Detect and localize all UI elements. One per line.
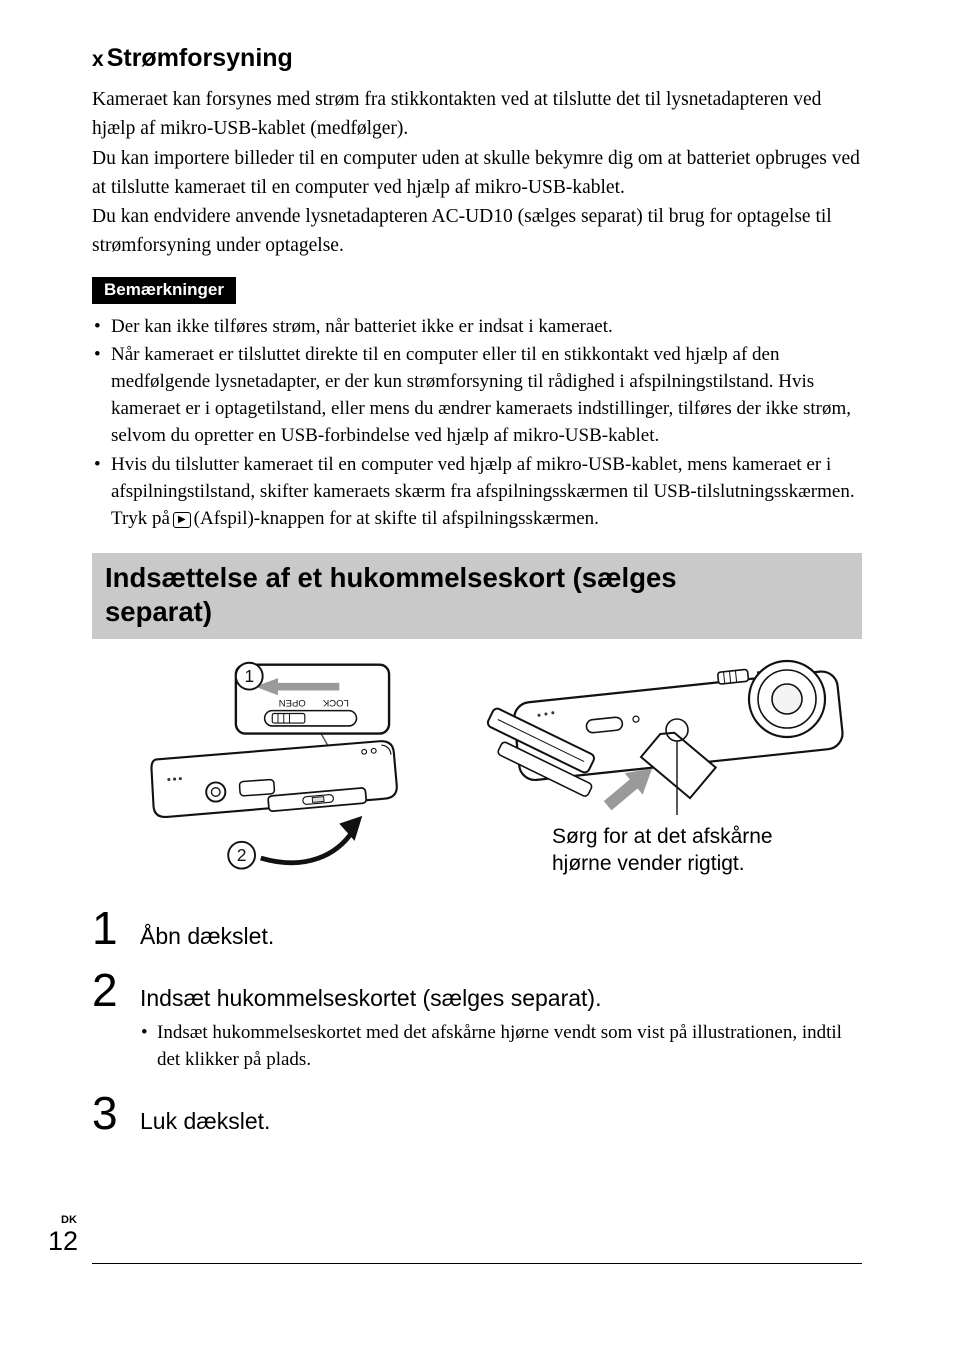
step-number: 2 — [92, 964, 118, 1017]
notes-list — [92, 314, 862, 534]
lock-label: LOCK — [322, 697, 349, 709]
footer-rule — [92, 1263, 862, 1264]
paragraph: Kameraet kan forsynes med strøm fra stikkontakten ved at tilslutte det til lysnetadapteren ved hjælp af mikro-USB-kablet (medfølger). — [92, 89, 822, 140]
power-section-body — [92, 85, 862, 261]
callout-number-2 — [228, 842, 255, 869]
open-cover-arrow-icon — [261, 832, 353, 864]
note-item: • Der kan ikke tilføres strøm, når batteriet ikke er indsat i kameraet. — [92, 314, 862, 341]
note-text: Hvis du tilslutter kameraet til en computer ved hjælp af mikro-USB-kablet, mens kameraet er i afspilningstilstand, skifter kameraets skærm fra afspilningsskærmen til USB-tilslutningsskærmen. Tryk på — [111, 454, 855, 530]
page-number: 12 — [48, 1226, 79, 1256]
callout-number-1 — [236, 663, 263, 690]
insert-card-figure — [486, 657, 866, 878]
step-title: Indsæt hukommelseskortet (sælges separat). — [140, 985, 602, 1012]
step-3 — [92, 1086, 862, 1139]
step-2 — [92, 964, 862, 1074]
section-marker: x — [92, 48, 104, 71]
paragraph: Du kan importere billeder til en computer uden at skulle bekymre dig om at batteriet opbruges ved at tilslutte kameraet til en computer ved hjælp af mikro-USB-kablet. — [92, 147, 860, 198]
svg-text:1: 1 — [244, 666, 255, 687]
play-button-icon: ▶ — [173, 512, 191, 528]
step-title: Åbn dækslet. — [140, 923, 275, 950]
open-cover-figure-graphic — [118, 657, 438, 882]
power-section-heading — [92, 44, 862, 73]
memory-card-section-heading: Indsættelse af et hukommelseskort (sælges separat) — [92, 553, 862, 639]
step-number: 3 — [92, 1086, 118, 1139]
note-item: • Når kameraet er tilsluttet direkte til en computer eller til en stikkontakt ved hjælp af den medfølgende lysnetadapter, er der kun strømforsyning til rådighed i afspilningstilstand. Hvis kameraet er i optagetilstand, eller mens du ændrer kameraets indstillinger, tilføres der ikke strøm, selvom du opretter en USB-forbindelse ved hjælp af mikro-USB-kablet. — [92, 342, 862, 450]
step-note: • Indsæt hukommelseskortet med det afskårne hjørne vendt som vist på illustrationen, indtil det klikker på plads. — [140, 1020, 862, 1074]
region-label: DK — [61, 1214, 77, 1226]
figures-row — [118, 657, 862, 887]
steps-list — [92, 902, 862, 1139]
open-label: OPEN — [278, 697, 306, 709]
svg-text:2: 2 — [236, 845, 247, 866]
camera-bottom-illustration — [151, 742, 396, 818]
power-section-title: Strømforsyning — [106, 44, 293, 72]
step-title: Luk dækslet. — [140, 1107, 271, 1134]
note-text: (Afspil)-knappen for at skifte til afspilningsskærmen. — [193, 508, 599, 530]
notes-label: Bemærkninger — [92, 277, 236, 304]
open-cover-figure — [118, 657, 448, 887]
note-item — [92, 452, 862, 533]
paragraph: Du kan endvidere anvende lysnetadapteren AC-UD10 (sælges separat) til brug for optagelse til strømforsyning under optagelse. — [92, 206, 832, 257]
lens-illustration — [749, 661, 825, 737]
figure-caption: Sørg for at det afskårne hjørne vender rigtigt. — [552, 825, 773, 876]
step-number: 1 — [92, 902, 118, 955]
step-1 — [92, 902, 862, 955]
insert-card-figure-graphic — [486, 657, 866, 817]
